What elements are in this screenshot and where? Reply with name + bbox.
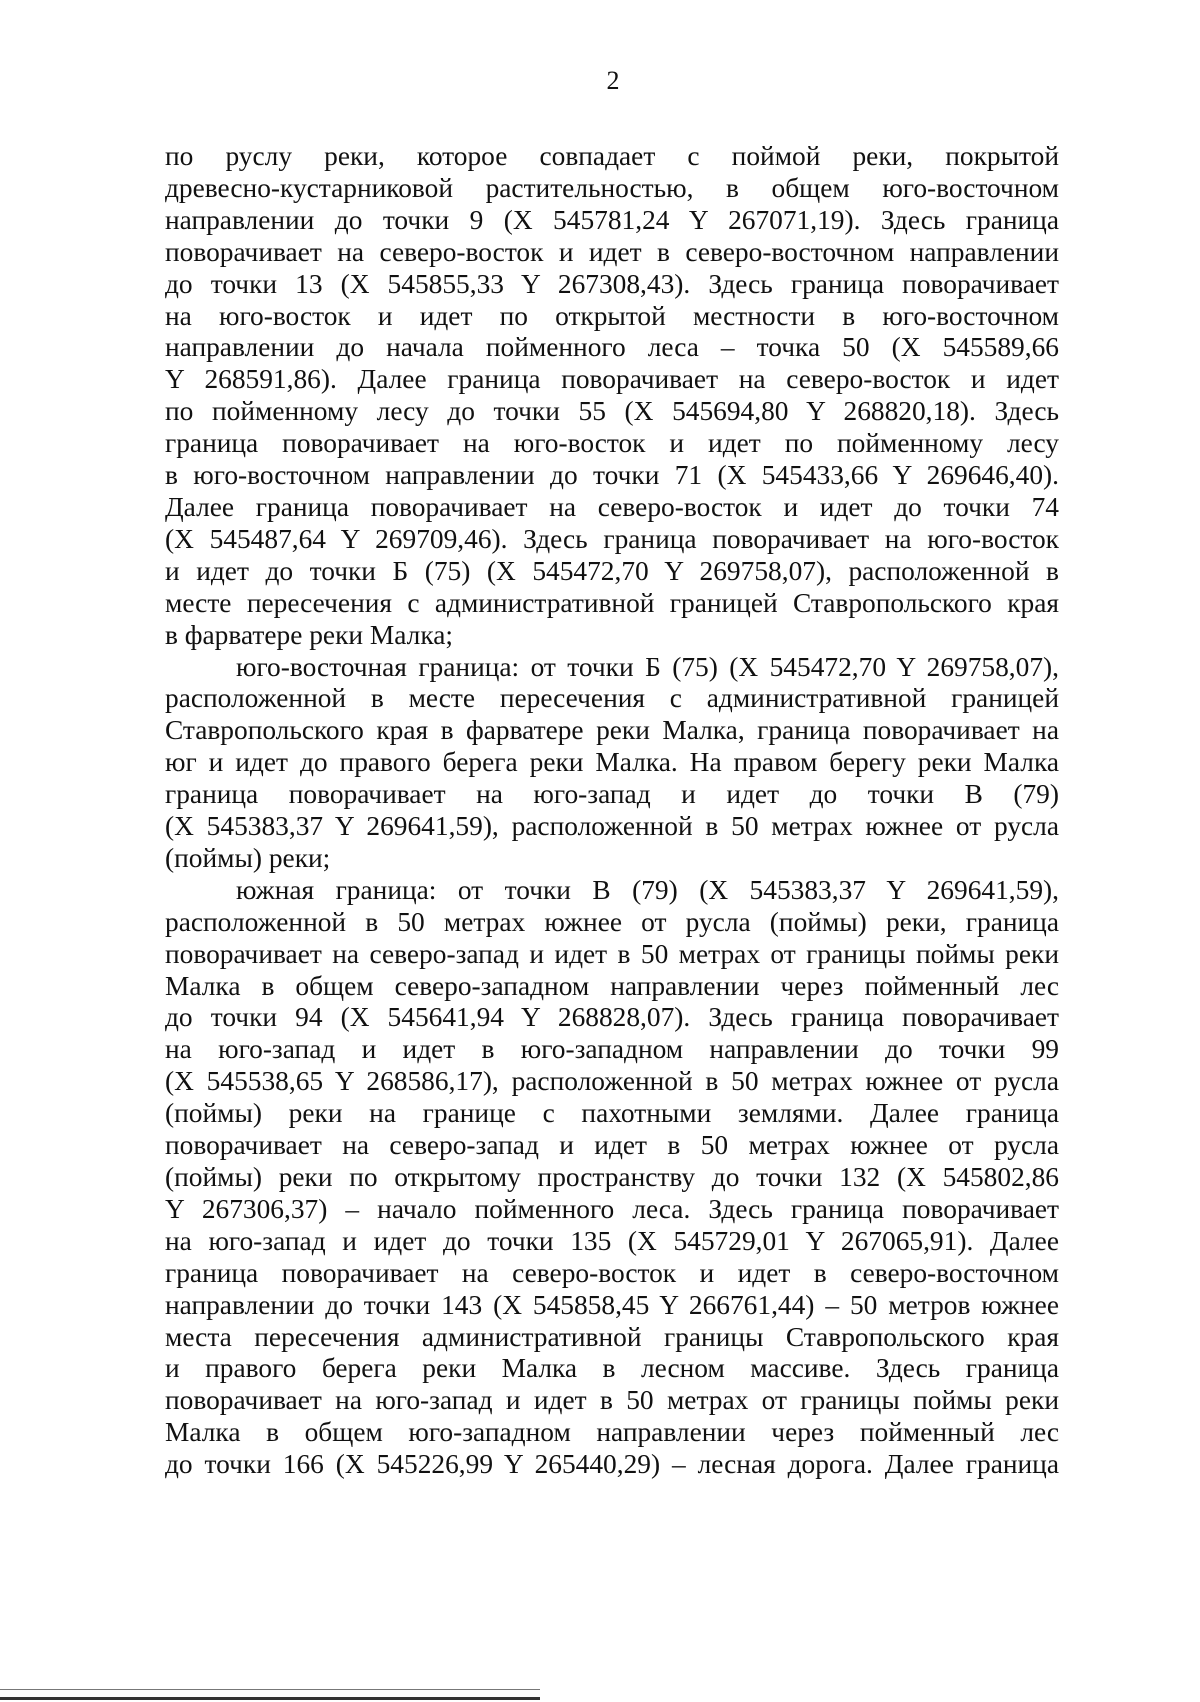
text-line: граница поворачивает на юго-запад и идет до точки В (79): [165, 779, 1059, 810]
text-line: поворачивает на юго-запад и идет в 50 метрах от границы поймы реки: [165, 1385, 1059, 1416]
paragraph-boundary-east: [165, 141, 1059, 652]
text-line: юго-восточная граница: от точки Б (75) (X 545472,70 Y 269758,07),: [236, 651, 1059, 682]
text-line: (поймы) реки на границе с пахотными землями. Далее граница: [165, 1098, 1059, 1129]
text-line: до точки 94 (X 545641,94 Y 268828,07). Здесь граница поворачивает: [165, 1002, 1059, 1033]
text-line: по руслу реки, которое совпадает с поймой реки, покрытой: [165, 141, 1059, 171]
text-line: (поймы) реки по открытому пространству до точки 132 (X 545802,86: [165, 1162, 1059, 1192]
text-line: в юго-восточном направлении до точки 71 (X 545433,66 Y 269646,40).: [165, 460, 1059, 491]
text-line: Y 267306,37) – начало пойменного леса. Здесь граница поворачивает: [165, 1193, 1059, 1224]
text-line: поворачивает на северо-запад и идет в 50 метрах южнее от русла: [165, 1130, 1059, 1161]
page-number: 2: [606, 66, 620, 95]
text-line: юг и идет до правого берега реки Малка. На правом берегу реки Малка: [165, 747, 1059, 778]
text-line: расположенной в 50 метрах южнее от русла (поймы) реки, граница: [165, 906, 1059, 937]
text-line: расположенной в месте пересечения с административной границей: [165, 683, 1059, 714]
text-line: Y 268591,86). Далее граница поворачивает на северо-восток и идет: [165, 364, 1059, 395]
text-line: до точки 13 (X 545855,33 Y 267308,43). Здесь граница поворачивает: [165, 268, 1059, 299]
text-line: (X 545487,64 Y 269709,46). Здесь граница поворачивает на юго-восток: [165, 523, 1059, 554]
text-line: поворачивает на северо-запад и идет в 50 метрах от границы поймы реки: [165, 938, 1059, 969]
text-line: направлении до точки 143 (X 545858,45 Y 266761,44) – 50 метров южнее: [165, 1289, 1059, 1320]
text-line: Ставропольского края в фарватере реки Малка, граница поворачивает на: [165, 715, 1059, 746]
paragraph-boundary-southeast: [165, 652, 1059, 875]
text-line: на юго-запад и идет до точки 135 (X 545729,01 Y 267065,91). Далее: [165, 1225, 1059, 1256]
text-line: направлении до начала пойменного леса – точка 50 (X 545589,66: [165, 332, 1059, 363]
text-line: и правого берега реки Малка в лесном массиве. Здесь граница: [165, 1353, 1059, 1384]
text-line: (поймы) реки;: [165, 842, 331, 873]
text-line: до точки 166 (X 545226,99 Y 265440,29) – лесная дорога. Далее граница: [165, 1449, 1059, 1480]
text-line: поворачивает на северо-восток и идет в северо-восточном направлении: [165, 236, 1059, 267]
paragraph-boundary-south: [165, 875, 1059, 1481]
text-line: (X 545383,37 Y 269641,59), расположенной в 50 метрах южнее от русла: [165, 811, 1059, 842]
text-line: места пересечения административной границы Ставропольского края: [165, 1321, 1059, 1352]
scan-edge-line: [0, 1697, 540, 1700]
scan-edge-line: [0, 1689, 540, 1690]
text-line: (X 545538,65 Y 268586,17), расположенной в 50 метрах южнее от русла: [165, 1066, 1059, 1097]
text-line: на юго-восток и идет по открытой местности в юго-восточном: [165, 300, 1059, 331]
text-line: месте пересечения с административной границей Ставропольского края: [165, 587, 1059, 618]
text-line: Малка в общем юго-западном направлении через пойменный лес: [165, 1417, 1059, 1448]
text-line: южная граница: от точки В (79) (X 545383,37 Y 269641,59),: [236, 874, 1059, 905]
text-line: древесно-кустарниковой растительностью, в общем юго-восточном: [165, 172, 1059, 203]
text-line: направлении до точки 9 (X 545781,24 Y 267071,19). Здесь граница: [165, 204, 1059, 235]
text-line: и идет до точки Б (75) (X 545472,70 Y 269758,07), расположенной в: [165, 555, 1059, 586]
text-line: Малка в общем северо-западном направлении через пойменный лес: [165, 970, 1059, 1001]
text-line: Далее граница поворачивает на северо-восток и идет до точки 74: [165, 491, 1059, 522]
document-body: [165, 141, 1059, 1481]
text-line: в фарватере реки Малка;: [165, 619, 453, 650]
text-line: по пойменному лесу до точки 55 (X 545694,80 Y 268820,18). Здесь: [165, 396, 1059, 427]
text-line: на юго-запад и идет в юго-западном направлении до точки 99: [165, 1034, 1059, 1065]
text-line: граница поворачивает на северо-восток и идет в северо-восточном: [165, 1257, 1059, 1288]
text-line: граница поворачивает на юго-восток и идет по пойменному лесу: [165, 428, 1059, 459]
